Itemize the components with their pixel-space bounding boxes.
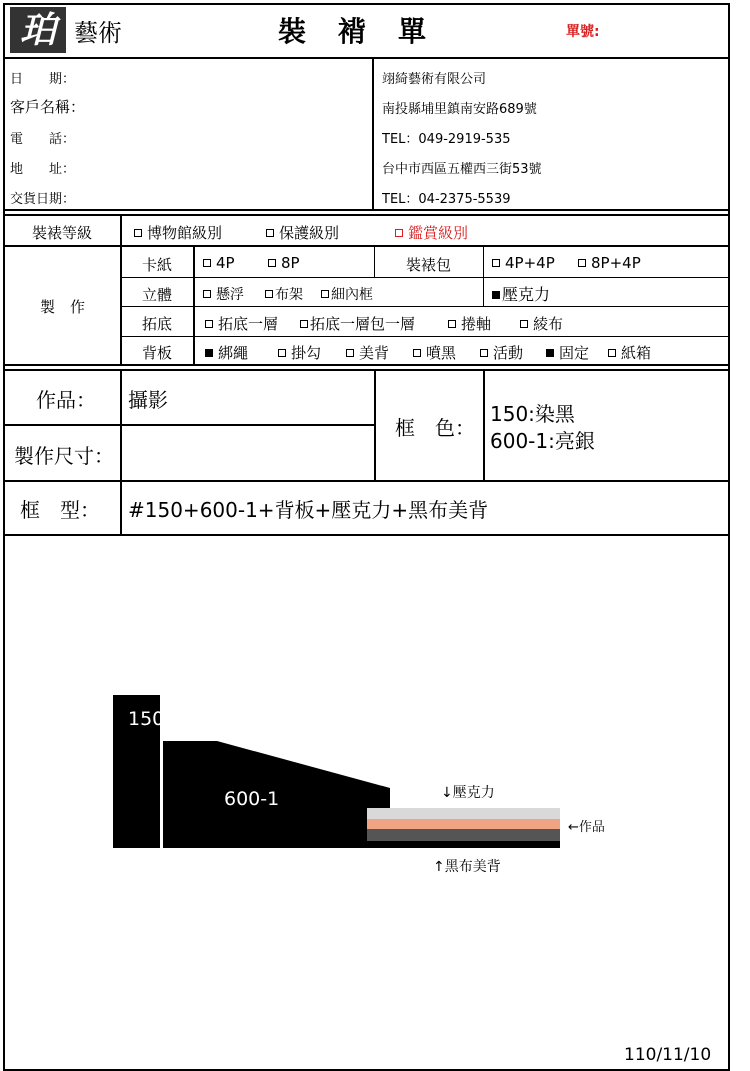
back-cloth-note: ↑黑布美背 xyxy=(433,859,501,875)
option-label: 綁繩 xyxy=(218,344,249,362)
frame-color-line-2: 600-1:亮銀 xyxy=(490,429,595,453)
option-label: 活動 xyxy=(493,344,524,362)
order-no-label: 單號: xyxy=(566,24,600,40)
option-label: 4P+4P xyxy=(505,254,555,272)
option-label: 紙箱 xyxy=(621,344,652,362)
option-label: 固定 xyxy=(559,344,590,362)
profile-600-1-label: 600-1 xyxy=(224,788,280,810)
card-row-label: 卡紙 xyxy=(142,256,173,274)
customer-name-label: 客戶名稱： xyxy=(10,98,86,116)
company-name: 翊綺藝術有限公司 xyxy=(382,72,487,87)
brand-name: 藝術 xyxy=(74,19,122,47)
option-label: 懸浮 xyxy=(216,287,244,303)
option-label: 綾布 xyxy=(533,315,564,333)
size-label: 製作尺寸： xyxy=(14,444,114,468)
acrylic-layer xyxy=(367,808,560,819)
company-address-2: 台中市西區五權西三街53號 xyxy=(382,162,542,177)
wrap-row-label: 裝裱包 xyxy=(406,256,452,274)
acrylic-note: ↓壓克力 xyxy=(441,785,495,801)
option-label: 保護級別 xyxy=(279,224,340,242)
option-label: 鑑賞級別 xyxy=(408,224,469,242)
logo-char: 珀 xyxy=(19,9,56,51)
work-label: 作品： xyxy=(36,388,96,412)
option-label: 掛勾 xyxy=(291,344,322,362)
artwork-layer xyxy=(367,829,560,841)
option-label: 細內框 xyxy=(331,287,373,303)
option-label: 拓底一層包一層 xyxy=(310,315,416,333)
mat-layer xyxy=(367,819,560,829)
solid-row-label: 立體 xyxy=(142,286,173,304)
profile-150-label: 150 xyxy=(128,708,165,730)
production-label: 製 作 xyxy=(40,298,86,316)
company-tel-1: TEL：049-2919-535 xyxy=(382,132,511,147)
address-label: 地 址： xyxy=(10,162,76,177)
option-label: 捲軸 xyxy=(461,315,492,333)
frame-type-value: #150+600-1+背板+壓克力+黑布美背 xyxy=(128,498,489,522)
option-label: 8P+4P xyxy=(591,254,641,272)
rubbing-row-label: 拓底 xyxy=(142,315,173,333)
frame-color-label: 框 色： xyxy=(395,416,475,440)
grade-label: 裝裱等級 xyxy=(32,224,93,242)
option-label: 拓底一層 xyxy=(218,315,279,333)
work-value: 攝影 xyxy=(128,388,168,412)
option-label: 博物館級別 xyxy=(147,224,223,242)
frame-type-label: 框 型： xyxy=(20,498,100,522)
option-label: 8P xyxy=(281,254,300,272)
form-title: 裝 褙 單 xyxy=(278,15,429,48)
option-label: 4P xyxy=(216,254,235,272)
option-label: 噴黑 xyxy=(426,344,457,362)
option-label: 壓克力 xyxy=(502,285,551,304)
date-label: 日 期： xyxy=(10,72,76,87)
back-cloth-layer xyxy=(367,841,560,848)
footer-date: 110/11/10 xyxy=(624,1045,712,1065)
option-label: 布架 xyxy=(275,287,303,303)
phone-label: 電 話： xyxy=(10,132,76,147)
artwork-note: ←作品 xyxy=(568,820,605,835)
option-label: 美背 xyxy=(359,344,390,362)
back-row-label: 背板 xyxy=(142,344,173,362)
company-address-1: 南投縣埔里鎮南安路689號 xyxy=(382,102,537,117)
company-tel-2: TEL：04-2375-5539 xyxy=(382,192,511,207)
frame-color-line-1: 150:染黑 xyxy=(490,402,575,426)
delivery-date-label: 交貨日期： xyxy=(10,192,76,207)
